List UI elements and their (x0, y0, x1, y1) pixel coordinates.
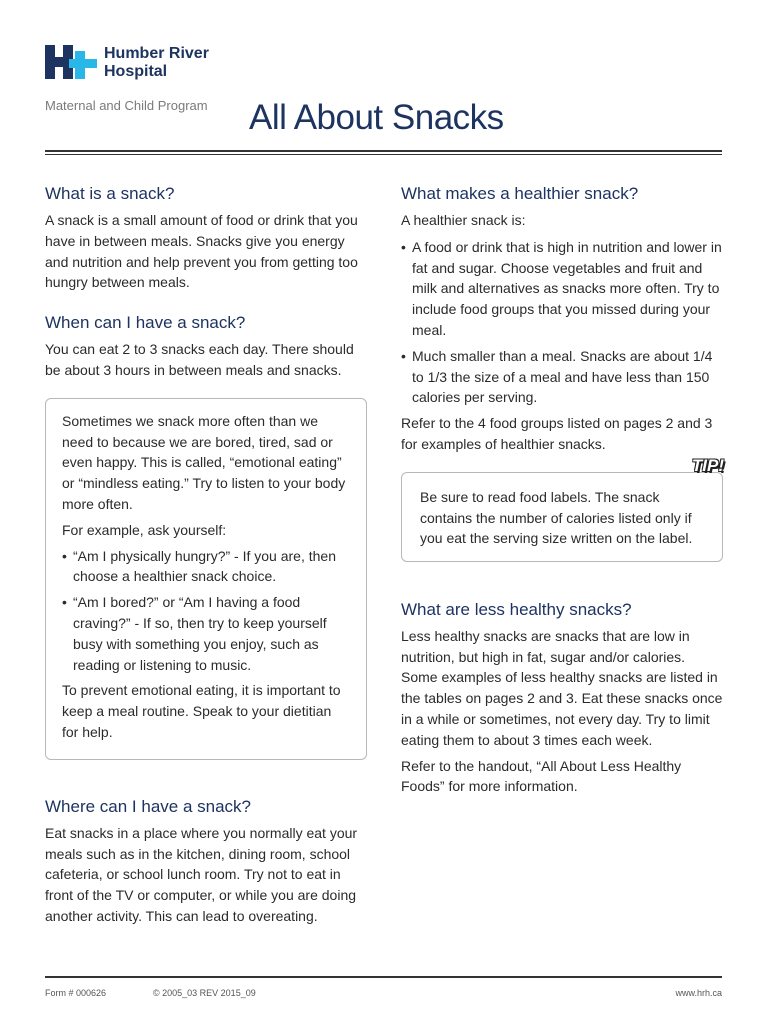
logo-line-2: Hospital (104, 63, 168, 80)
section-heading-when-snack: When can I have a snack? (45, 313, 246, 333)
section-body-what-is-snack: A snack is a small amount of food or drink that you have in between meals. Snacks give you energy and nutrition and help prevent you from getting too hungry between meals. (45, 212, 358, 291)
section-body-where-snack: Eat snacks in a place where you normally eat your meals such as in the kitchen, dining room, school cafeteria, or school lunch room. Try not to eat in front of the TV or computer, or while you are doing another activity. This can lead to overeating. (45, 824, 358, 924)
section-body-less-healthy: Less healthy snacks are snacks that are low in nutrition, but high in fat, sugar and/or calories. Some examples of less healthy snacks are listed in the tables on pages 2 and 3. Eat these snacks once in a while or sometimes, not every day. Try to limit eating them to about 3 times each week. (401, 627, 723, 748)
list-item: • “Am I physically hungry?” - If you are, then choose a healthier snack choice. (62, 546, 350, 588)
section-body-when-snack: You can eat 2 to 3 snacks each day. There should be about 3 hours in between meals and snacks. (45, 341, 354, 378)
page-title: All About Snacks (249, 98, 504, 137)
box-paragraph-3: To prevent emotional eating, it is important to keep a meal routine. Speak to your dietitian for help. (62, 682, 341, 740)
less-healthy-refer: Refer to the handout, “All About Less Healthy Foods” for more information. (401, 757, 682, 795)
section-heading-less-healthy: What are less healthy snacks? (401, 599, 632, 619)
tip-badge: TIP! (691, 456, 724, 475)
header-divider (45, 150, 722, 152)
box-bullet-list (62, 546, 350, 676)
right-column (401, 182, 723, 797)
header-divider-thin (45, 154, 722, 155)
program-name: Maternal and Child Program (45, 98, 208, 113)
left-column (45, 182, 367, 927)
hospital-cross-icon (45, 45, 97, 79)
tip-box (401, 472, 723, 562)
box-paragraph-1: Sometimes we snack more often than we need to because we are bored, tired, sad or even happy. This is called, “emotional eating” or “mindless eating.” Try to listen to your body more often. (62, 412, 346, 512)
section-heading-healthier-snack: What makes a healthier snack? (401, 184, 639, 203)
footer-divider (45, 976, 722, 978)
tip-text: Be sure to read food labels. The snack contains the number of calories listed only if you eat the serving size written on the label. (420, 488, 693, 547)
emotional-eating-box (45, 398, 367, 760)
section-heading-what-is-snack: What is a snack? (45, 184, 175, 203)
section-heading-where-snack: Where can I have a snack? (45, 796, 252, 816)
list-item: • “Am I bored?” or “Am I having a food craving?” - If so, then try to keep yourself busy with something you enjoy, such as reading or listening to music. (62, 592, 350, 675)
logo-line-1: Humber River (104, 45, 209, 62)
list-item: • A food or drink that is high in nutrition and lower in fat and sugar. Choose vegetables and fruit and milk and alternatives as snacks more often. Try to include food groups that you missed during your meal. (401, 237, 723, 341)
healthier-snack-refer: Refer to the 4 food groups listed on pages 2 and 3 for examples of healthier snacks. (401, 415, 713, 452)
logo-wordmark (104, 45, 209, 81)
hospital-logo (45, 45, 245, 85)
copyright: © 2005_03 REV 2015_09 (153, 988, 256, 998)
healthier-snack-intro: A healthier snack is: (401, 212, 526, 228)
list-item: • Much smaller than a meal. Snacks are about 1/4 to 1/3 the size of a meal and have less than 150 calories per serving. (401, 346, 723, 408)
healthier-snack-list (401, 237, 723, 408)
website-link[interactable]: www.hrh.ca (675, 988, 722, 998)
form-number: Form # 000626 (45, 988, 107, 998)
box-paragraph-2: For example, ask yourself: (62, 521, 227, 538)
